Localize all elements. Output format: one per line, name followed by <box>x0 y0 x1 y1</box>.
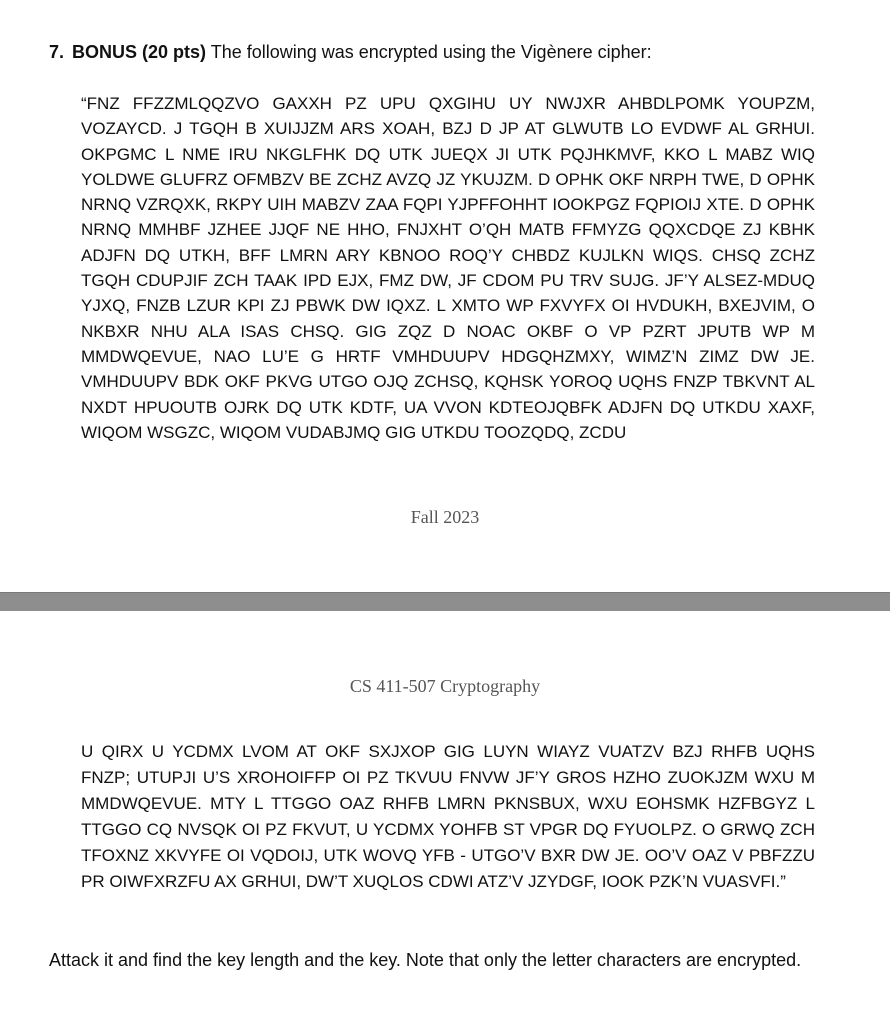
ciphertext-block-part1: “FNZ FFZZMLQQZVO GAXXH PZ UPU QXGIHU UY NWJXR AHBDLPOMK YOUPZM, VOZAYCD. J TGQH B XUIJJZM ARS XOAH, BZJ D JP AT GLWUTB LO EVDWF AL GRHUI. OKPGMC L NME IRU NKGLFHK DQ UTK JUEQX JI UTK PQJHKMVF, KKO L MABZ WIQ YOLDWE GLUFRZ OFMBZV BE ZCHZ AVZQ JZ YKUJZM. D OPHK OKF NRPH TWE, D OPHK NRNQ VZRQXK, RKPY UIH MABZV ZAA FQPI YJPFFOHHT IOOKPGZ FQPIOIJ XTE. D OPHK NRNQ MMHBF JZHEE JJQF NE HHO, FNJXHT O’QH MATB FFMYZG QQXCDQE ZJ KBHK ADJFN DQ UTKH, BFF LMRN ARY KBNOO ROQ’Y CHBDZ KUJLKN WIQS. CHSQ ZCHZ TGQH CDUPJIF ZCH TAAK IPD EJX, FMZ DW, JF CDOM PU TRV SUJG. JF’Y ALSEZ-MDUQ YJXQ, FNZB LZUR KPI ZJ PBWK DW IQXZ. L XMTO WP FXVYFX OI HVDUKH, BXEJVIM, O NKBXR NHU ALA ISAS CHSQ. GIG ZQZ D NOAC OKBF O VP PZRT JPUTB WP M MMDWQEVUE, NAO LU’E G HRTF VMHDUUPV HDGQHZMXY, WIMZ’N ZIMZ DW JE. VMHDUUPV BDK OKF PKVG UTGO OJQ ZCHSQ, KQHSK YOROQ UQHS FNZP TBKVNT AL NXDT HPUOUTB OJRK DQ UTK KDTF, UA VVON KDTEOJQBFK ADJFN DQ UTKDU XAXF, WIQOM WSGZC, WIQOM VUDABJMQ GIG UTKDU TOOZQDQ, ZCDU <box>81 94 815 442</box>
task-instruction: Attack it and find the key length and the key. Note that only the letter characters are encrypted. <box>49 950 802 970</box>
page-separator <box>0 592 890 611</box>
page-footer: Fall 2023 <box>410 507 480 527</box>
document-page-bottom <box>0 611 890 1030</box>
question-number: 7. <box>49 42 65 62</box>
question-heading <box>49 40 849 64</box>
ciphertext-block-part2: U QIRX U YCDMX LVOM AT OKF SXJXOP GIG LUYN WIAYZ VUATZV BZJ RHFB UQHS FNZP; UTUPJI U’S XROHOIFFP OI PZ TKVUU FNVW JF’Y GROS HZHO ZUOKJZM WXU M MMDWQEVUE. MTY L TTGGO OAZ RHFB LMRN PKNSBUX, WXU EOHSMK HZFBGYZ L TTGGO CQ NVSQK OI PZ FKVUT, U YCDMX YOHFB ST VPGR DQ FYUOLPZ. O GRWQ ZCH TFOXNZ XKVYFE OI VQDOIJ, UTK WOVQ YFB - UTGO’V BXR DW JE. OO’V OAZ V PBFZZU PR OIWFXRZFU AX GRHUI, DW’T XUQLOS CDWI ATZ’V JZYDGF, IOOK PZK’N VUASVFI.” <box>81 742 815 891</box>
bonus-label: BONUS (20 pts) <box>72 42 207 62</box>
page-header: CS 411-507 Cryptography <box>349 676 541 696</box>
question-prompt: The following was encrypted using the Vigènere cipher: <box>206 42 652 62</box>
